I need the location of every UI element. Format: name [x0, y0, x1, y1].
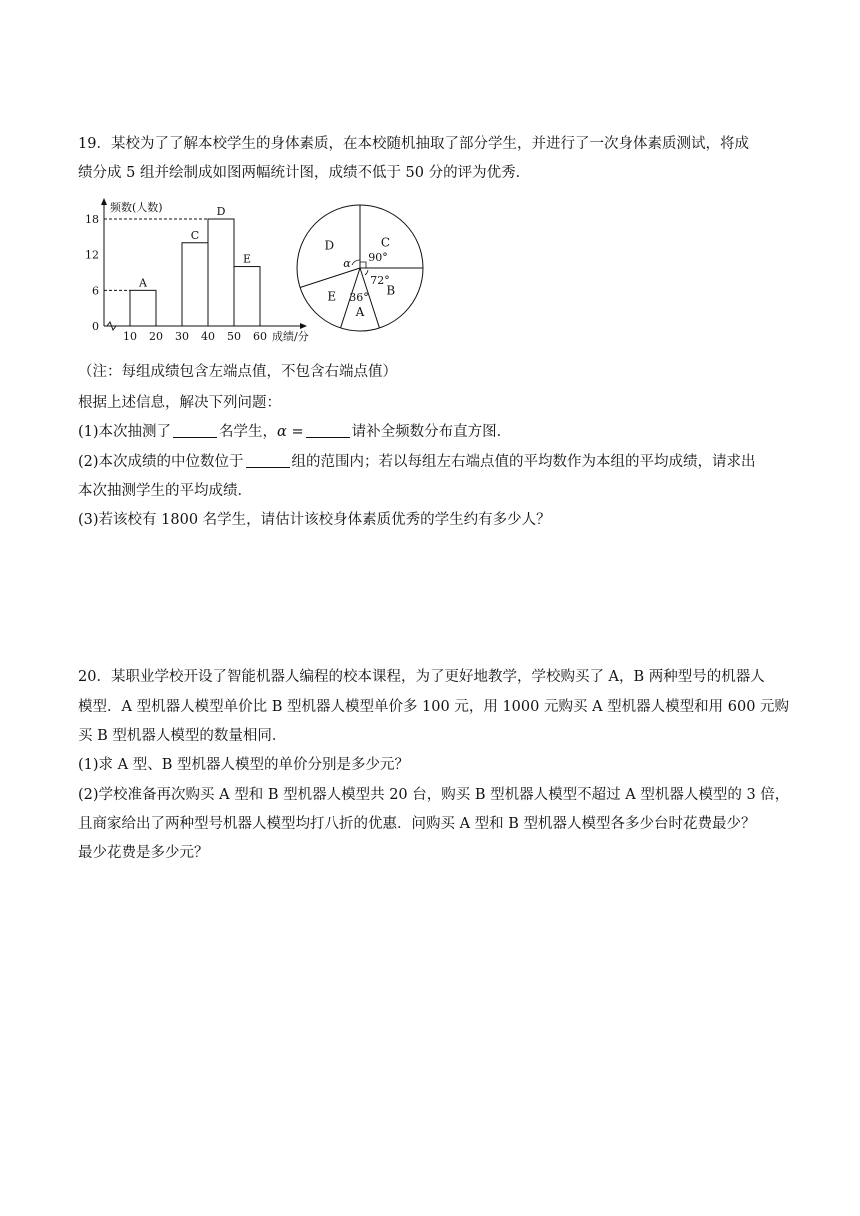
- x-tick-label: 50: [227, 330, 241, 343]
- q19-stem-line1: 19．某校为了了解本校学生的身体素质，在本校随机抽取了部分学生，并进行了一次身体素质测试，将成: [78, 136, 749, 152]
- frequency-histogram: [84, 196, 314, 346]
- pie-slice-label: E: [327, 289, 337, 304]
- y-tick-label: 18: [85, 213, 99, 226]
- pie-angle-label: 90°: [368, 251, 388, 264]
- q20-line5: (2)学校准备再次购买 A 型和 B 型机器人模型共 20 台，购买 B 型机器人模型不超过 A 型机器人模型的 3 倍，: [78, 787, 790, 803]
- q19-stem-line2: 绩分成 5 组并绘制成如图两幅统计图，成绩不低于 50 分的评为优秀．: [78, 165, 531, 181]
- q19-part1: [78, 422, 511, 442]
- histogram-bar: [130, 290, 156, 326]
- q19-intro: 根据上述信息，解决下列问题：: [78, 395, 281, 411]
- q19-part2: [78, 452, 756, 472]
- q20-line7: 最少花费是多少元？: [78, 845, 209, 861]
- bar-label: D: [216, 205, 226, 218]
- q20-line4: (1)求 A 型、B 型机器人模型的单价分别是多少元？: [78, 757, 409, 773]
- q19-part1-text-d: 请补全频数分布直方图．: [351, 424, 512, 440]
- x-tick-label: 40: [201, 330, 215, 343]
- pie-slice-label: A: [355, 305, 365, 319]
- q19-part1-text-b: 名学生，: [219, 424, 278, 440]
- x-tick-label: 20: [149, 330, 163, 343]
- pie-slice-label: B: [386, 283, 396, 298]
- answer-blank[interactable]: [306, 423, 350, 438]
- x-tick-label: 30: [175, 330, 189, 343]
- pie-angle-label: 36°: [349, 291, 369, 304]
- pie-slice-label: D: [324, 238, 335, 253]
- x-tick-label: 60: [253, 330, 267, 343]
- bar-label: E: [242, 252, 252, 266]
- pie-slice-boundary: [300, 268, 360, 287]
- q19-part2-text-a: (2)本次成绩的中位数位于: [78, 454, 244, 470]
- alpha-arc: [352, 260, 360, 265]
- y-axis-label: 频数(人数): [110, 201, 163, 214]
- q19-part2-text-b: 组的范围内；若以每组左右端点值的平均数作为本组的平均成绩，请求出: [291, 454, 756, 470]
- pie-angle-label: 72°: [370, 274, 390, 287]
- y-tick-label: 6: [92, 284, 99, 298]
- q20-line3: 买 B 型机器人模型的数量相同．: [78, 728, 287, 744]
- q19-note: （注：每组成绩包含左端点值，不包含右端点值）: [78, 364, 397, 380]
- answer-blank[interactable]: [173, 423, 217, 438]
- pie-angle-label: α: [343, 257, 351, 270]
- q19-part1-equals: =: [286, 424, 304, 440]
- y-tick-label: 0: [92, 320, 99, 333]
- histogram-bar: [208, 219, 234, 326]
- q19-part3: (3)若该校有 1800 名学生，请估计该校身体素质优秀的学生约有多少人？: [78, 512, 551, 528]
- histogram-bar: [182, 243, 208, 326]
- x-axis-label: 成绩/分: [272, 330, 309, 343]
- bar-label: C: [190, 228, 200, 242]
- q20-line6: 且商家给出了两种型号机器人模型均打八折的优惠．问购买 A 型和 B 型机器人模型各多少台时花费最少？: [78, 816, 756, 832]
- q20-line2: 模型．A 型机器人模型单价比 B 型机器人模型单价多 100 元，用 1000 元购买 A 型机器人模型和用 600 元购: [78, 699, 790, 715]
- angle-arc-72: [365, 270, 368, 275]
- pie-slice-label: C: [380, 235, 391, 250]
- q19-part2-line2: 本次抽测学生的平均成绩．: [78, 483, 252, 499]
- bar-label: A: [139, 276, 147, 290]
- y-axis-arrow: [101, 198, 107, 205]
- q20-line1: 20．某职业学校开设了智能机器人编程的校本课程，为了更好地教学，学校购买了 A，B 两种型号的机器人: [78, 669, 765, 685]
- answer-blank[interactable]: [246, 453, 290, 468]
- y-tick-label: 12: [85, 248, 99, 262]
- q19-part1-text-a: (1)本次抽测了: [78, 424, 172, 440]
- x-tick-label: 10: [123, 330, 137, 343]
- histogram-bar: [234, 267, 260, 326]
- right-angle-marker: [360, 262, 366, 268]
- pie-chart: [292, 200, 428, 336]
- alpha-symbol: α: [277, 424, 287, 440]
